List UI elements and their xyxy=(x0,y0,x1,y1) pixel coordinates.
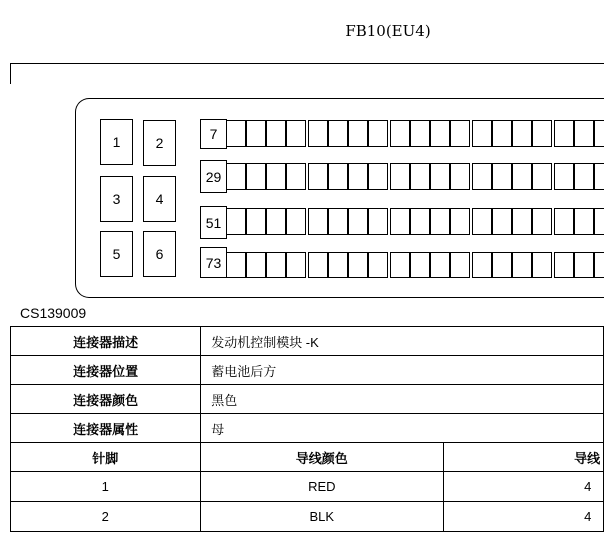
pin-cell xyxy=(286,120,306,147)
pin-cell xyxy=(430,120,450,147)
pin-row-label-73: 73 xyxy=(200,247,227,278)
pin-cell xyxy=(554,120,574,147)
pin-cell xyxy=(348,252,368,278)
pin-cell xyxy=(574,120,594,147)
pin-cell xyxy=(390,252,410,278)
pin-cell xyxy=(410,163,430,190)
pin-cell xyxy=(246,208,266,235)
header-wire-size: 导线 xyxy=(444,443,604,472)
pin-cell xyxy=(512,163,532,190)
pin-cavity-2: 2 xyxy=(143,120,176,166)
pin-cell xyxy=(410,120,430,147)
pin-cell xyxy=(554,163,574,190)
pin-cell xyxy=(328,163,348,190)
info-key: 连接器描述 xyxy=(11,327,201,356)
pin-cell xyxy=(472,163,492,190)
pin-cell xyxy=(492,120,512,147)
pin-cell xyxy=(368,252,388,278)
header-pin: 针脚 xyxy=(11,443,201,472)
header-rule xyxy=(10,63,604,64)
pin-cell xyxy=(226,208,246,235)
pin-cell xyxy=(594,208,604,235)
pin-cell xyxy=(594,252,604,278)
pin-cavity-3: 3 xyxy=(100,176,133,222)
pin-row-label-7: 7 xyxy=(200,119,227,149)
header-wire-color: 导线颜色 xyxy=(200,443,444,472)
pin-row-label-51: 51 xyxy=(200,206,227,239)
connector-title: FB10(EU4) xyxy=(345,22,431,40)
pin-cell xyxy=(390,163,410,190)
wire-color: RED xyxy=(200,472,444,502)
table-row xyxy=(11,502,604,532)
pin-cell xyxy=(472,208,492,235)
pin-cell xyxy=(532,120,552,147)
pin-cell xyxy=(328,120,348,147)
pin-cell xyxy=(492,252,512,278)
pin-number: 1 xyxy=(11,472,201,502)
info-value: 黑色 xyxy=(201,385,604,414)
info-key: 连接器属性 xyxy=(11,414,201,443)
pin-cell xyxy=(226,163,246,190)
pin-cell xyxy=(286,252,306,278)
pin-cell xyxy=(328,208,348,235)
info-value: 母 xyxy=(201,414,604,443)
pin-cell xyxy=(328,252,348,278)
pin-cell xyxy=(226,120,246,147)
pin-cell xyxy=(226,252,246,278)
pin-cell xyxy=(308,120,328,147)
pin-cavity-5: 5 xyxy=(100,231,133,277)
wire-color: BLK xyxy=(200,502,444,532)
pin-cell xyxy=(368,208,388,235)
pin-cell xyxy=(390,208,410,235)
info-value: 蓄电池后方 xyxy=(201,356,604,385)
pin-table xyxy=(10,442,604,532)
pin-cell xyxy=(368,120,388,147)
header-rule-tick xyxy=(10,63,11,84)
pin-cell xyxy=(532,163,552,190)
pin-table-header xyxy=(11,443,604,472)
pin-cell xyxy=(308,208,328,235)
pin-cell xyxy=(512,120,532,147)
pin-cell xyxy=(450,252,470,278)
wire-size: 4 xyxy=(444,502,604,532)
pin-cell xyxy=(430,163,450,190)
pin-cell xyxy=(266,208,286,235)
table-row xyxy=(11,472,604,502)
pin-cell xyxy=(450,163,470,190)
pin-cell xyxy=(594,120,604,147)
pin-cell xyxy=(430,208,450,235)
connector-info-table xyxy=(10,326,604,443)
pin-cell xyxy=(574,252,594,278)
pin-cell xyxy=(450,208,470,235)
pin-cell xyxy=(308,163,328,190)
info-row xyxy=(11,385,604,414)
info-key: 连接器位置 xyxy=(11,356,201,385)
pin-cell xyxy=(348,120,368,147)
pin-cell xyxy=(574,208,594,235)
info-row xyxy=(11,414,604,443)
pin-cell xyxy=(410,252,430,278)
pin-cell xyxy=(368,163,388,190)
pin-cell xyxy=(532,252,552,278)
info-key: 连接器颜色 xyxy=(11,385,201,414)
pin-cavity-1: 1 xyxy=(100,119,133,165)
pin-cell xyxy=(554,208,574,235)
info-row xyxy=(11,356,604,385)
pin-cell xyxy=(410,208,430,235)
pin-cell xyxy=(472,252,492,278)
pin-cell xyxy=(246,163,266,190)
pin-cell xyxy=(286,163,306,190)
pin-cell xyxy=(574,163,594,190)
pin-cell xyxy=(390,120,410,147)
pin-cell xyxy=(266,120,286,147)
pin-cell xyxy=(266,163,286,190)
info-row xyxy=(11,327,604,356)
pin-cell xyxy=(308,252,328,278)
pin-cell xyxy=(450,120,470,147)
pin-cavity-6: 6 xyxy=(143,231,176,277)
pin-cell xyxy=(430,252,450,278)
pin-cell xyxy=(492,208,512,235)
figure-code: CS139009 xyxy=(20,305,87,321)
pin-cell xyxy=(348,163,368,190)
info-value: 发动机控制模块 -K xyxy=(201,327,604,356)
pin-cell xyxy=(492,163,512,190)
pin-cell xyxy=(246,252,266,278)
pin-cell xyxy=(512,252,532,278)
pin-cell xyxy=(348,208,368,235)
pin-row-label-29: 29 xyxy=(200,160,227,193)
pin-cell xyxy=(554,252,574,278)
pin-cell xyxy=(286,208,306,235)
pin-number: 2 xyxy=(11,502,201,532)
pin-cavity-4: 4 xyxy=(143,176,176,222)
pin-cell xyxy=(246,120,266,147)
pin-cell xyxy=(472,120,492,147)
pin-cell xyxy=(532,208,552,235)
pin-cell xyxy=(512,208,532,235)
wire-size: 4 xyxy=(444,472,604,502)
pin-cell xyxy=(266,252,286,278)
pin-cell xyxy=(594,163,604,190)
